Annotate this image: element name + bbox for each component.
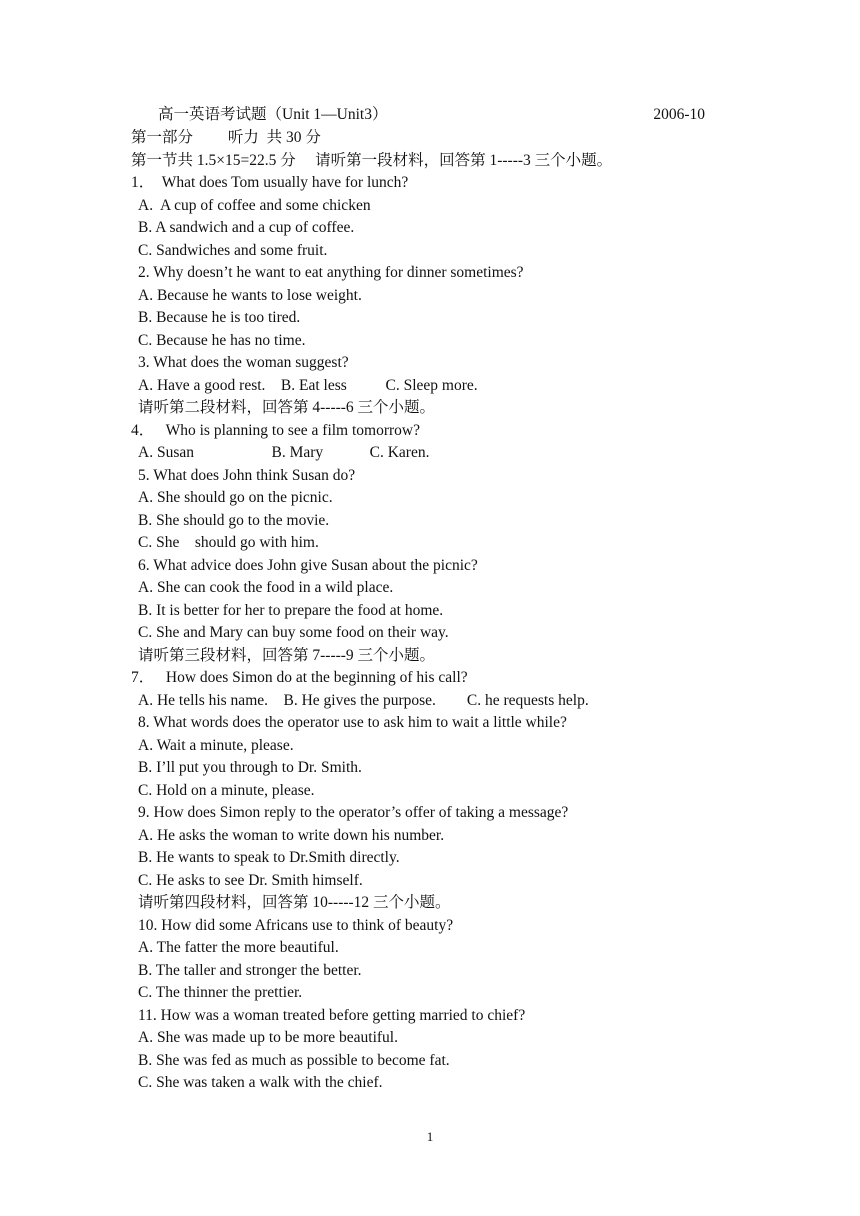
answer-option: A. Because he wants to lose weight. [138, 286, 362, 304]
question-line: 6. What advice does John give Susan about the picnic? [138, 556, 478, 574]
answer-option: A. She can cook the food in a wild place. [138, 579, 394, 596]
answer-option: B. She should go to the movie. [138, 511, 330, 529]
answer-option: B. He wants to speak to Dr.Smith directly. [138, 849, 400, 866]
section-instruction: 请听第三段材料，回答第 7-----9 三个小题。 [138, 646, 436, 664]
answer-option: B. A sandwich and a cup of coffee. [138, 219, 355, 236]
answer-option: C. She was taken a walk with the chief. [138, 1074, 383, 1091]
answer-option: A. She was made up to be more beautiful. [138, 1029, 398, 1046]
answer-option: B. I’ll put you through to Dr. Smith. [138, 759, 362, 776]
answer-option: C. She and Mary can buy some food on their way. [138, 624, 449, 641]
answer-option: B. She was fed as much as possible to become fat. [138, 1051, 450, 1069]
question-line: 11. How was a woman treated before getting married to chief? [138, 1006, 526, 1024]
answer-option: C. Because he has no time. [138, 331, 306, 349]
document-title: 高一英语考试题（Unit 1—Unit3） [158, 106, 388, 123]
document-header [158, 104, 705, 127]
question-line: 8. What words does the operator use to ask him to wait a little while? [138, 714, 567, 731]
section-heading: 第一节共 1.5×15=22.5 分 请听第一段材料，回答第 1-----3 三个小题。 [131, 151, 613, 169]
question-line: 5. What does John think Susan do? [138, 466, 356, 484]
section-heading: 第一部分 听力 共 30 分 [131, 129, 321, 146]
answer-option: A. She should go on the picnic. [138, 489, 333, 506]
answer-option: B. The taller and stronger the better. [138, 961, 362, 979]
answer-option: A. A cup of coffee and some chicken [138, 196, 371, 214]
answer-option: A. Susan B. Mary C. Karen. [138, 444, 430, 461]
question-line: 3. What does the woman suggest? [138, 354, 349, 371]
question-line: 7． How does Simon do at the beginning of his call? [131, 669, 468, 686]
question-line: 9. How does Simon reply to the operator’s offer of taking a message? [138, 804, 569, 821]
question-line: 1． What does Tom usually have for lunch? [131, 174, 409, 191]
answer-option: B. It is better for her to prepare the food at home. [138, 601, 444, 619]
answer-option: A. He tells his name. B. He gives the purpose. C. he requests help. [138, 691, 589, 709]
answer-option: A. The fatter the more beautiful. [138, 939, 339, 956]
answer-option: A. Wait a minute, please. [138, 736, 294, 754]
page-number: 1 [426, 1129, 434, 1144]
answer-option: C. She should go with him. [138, 534, 319, 551]
document-date: 2006-10 [653, 106, 705, 123]
answer-option: A. Have a good rest. B. Eat less C. Sleep more. [138, 376, 478, 394]
answer-option: A. He asks the woman to write down his number. [138, 826, 445, 844]
answer-option: C. Hold on a minute, please. [138, 781, 315, 799]
question-line: 4． Who is planning to see a film tomorrow? [131, 421, 420, 439]
section-instruction: 请听第二段材料，回答第 4-----6 三个小题。 [138, 399, 436, 416]
question-line: 10. How did some Africans use to think of beauty? [138, 916, 454, 934]
section-instruction: 请听第四段材料，回答第 10-----12 三个小题。 [138, 894, 451, 911]
document-body [0, 127, 860, 1095]
answer-option: C. The thinner the prettier. [138, 984, 303, 1001]
question-line: 2. Why doesn’t he want to eat anything for dinner sometimes? [138, 264, 524, 281]
answer-option: B. Because he is too tired. [138, 309, 301, 326]
answer-option: C. He asks to see Dr. Smith himself. [138, 871, 363, 889]
answer-option: C. Sandwiches and some fruit. [138, 241, 328, 259]
